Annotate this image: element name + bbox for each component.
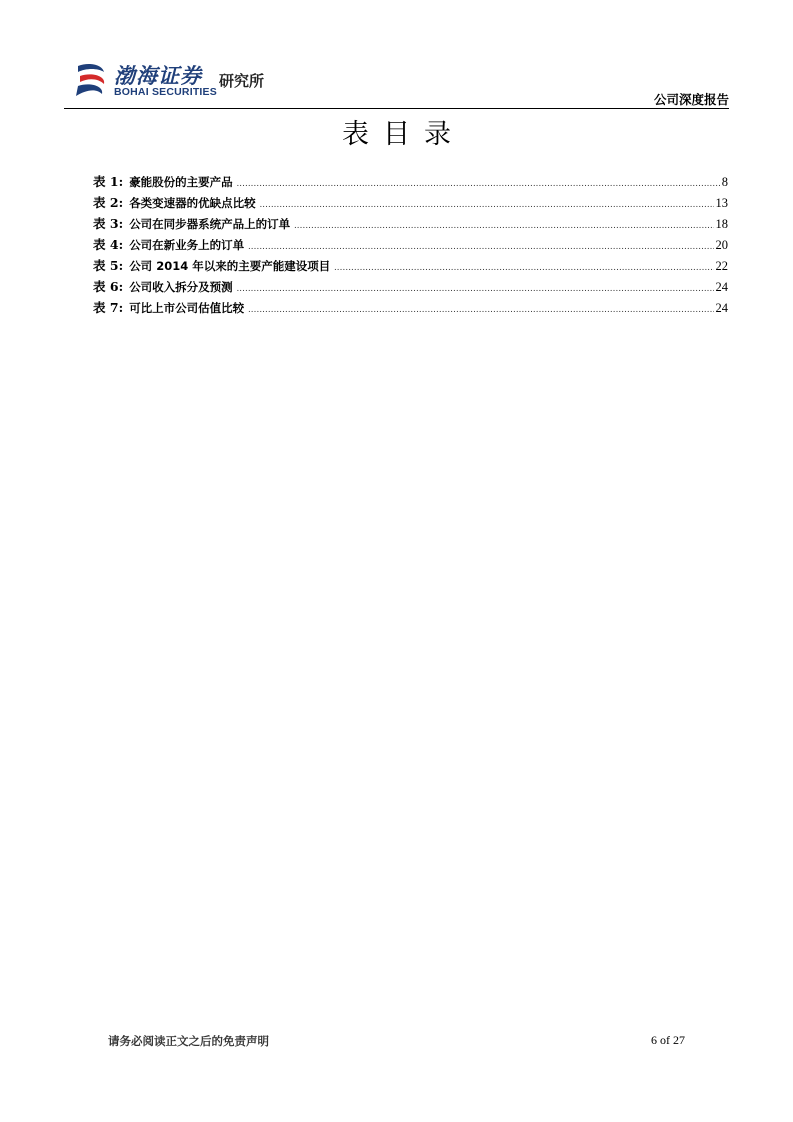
toc-leader bbox=[237, 173, 720, 194]
toc-entry-text: 可比上市公司估值比较 bbox=[129, 301, 245, 315]
toc-entry-page: 24 bbox=[715, 301, 728, 315]
toc-entry-label: 表 7 bbox=[93, 300, 119, 315]
toc-leader bbox=[248, 236, 713, 257]
logo-english-name: BOHAI SECURITIES bbox=[114, 86, 217, 98]
toc-entry[interactable]: 表 6 : 公司收入拆分及预测 ..... 24 bbox=[93, 276, 728, 297]
toc-entry-label: 表 6 bbox=[93, 279, 119, 294]
bohai-logo-icon bbox=[74, 60, 110, 100]
toc-entry-page: 20 bbox=[715, 238, 728, 252]
toc-entry[interactable]: 表 2 : 各类变速器的优缺点比较 ..... 13 bbox=[93, 192, 728, 213]
logo-chinese-name: 渤海证券 bbox=[114, 63, 202, 88]
toc-entry-label: 表 4 bbox=[93, 237, 119, 252]
toc-leader bbox=[248, 299, 713, 320]
toc-entry-page: 24 bbox=[715, 280, 728, 294]
toc-leader bbox=[334, 257, 713, 278]
toc-entry[interactable]: 表 1 : 豪能股份的主要产品 ..... 8 bbox=[93, 171, 728, 192]
toc-title: 表目录 bbox=[342, 119, 465, 150]
footer-disclaimer: 请务必阅读正文之后的免责声明 bbox=[108, 1034, 269, 1048]
toc-entry[interactable]: 表 3 : 公司在同步器系统产品上的订单 ..... 18 bbox=[93, 213, 728, 234]
toc-entry[interactable]: 表 5 : 公司 2014 年以来的主要产能建设项目 ..... 22 bbox=[93, 255, 728, 276]
toc-entry-label: 表 5 bbox=[93, 258, 119, 273]
toc-entry[interactable]: 表 4 : 公司在新业务上的订单 ..... 20 bbox=[93, 234, 728, 255]
footer-page-indicator: 6 of 27 bbox=[651, 1033, 685, 1047]
toc-entry-text: 公司在新业务上的订单 bbox=[129, 238, 245, 252]
toc-entry-label: 表 1 bbox=[93, 174, 119, 189]
toc-entry-page: 18 bbox=[715, 217, 728, 231]
toc-leader bbox=[294, 215, 713, 236]
page-header bbox=[0, 0, 793, 110]
institute-name: 研究所 bbox=[219, 72, 265, 90]
toc-entry-text: 公司在同步器系统产品上的订单 bbox=[129, 217, 291, 231]
toc-entry[interactable]: 表 7 : 可比上市公司估值比较 ..... 24 bbox=[93, 297, 728, 318]
toc-entry-page: 13 bbox=[715, 196, 728, 210]
toc-entry-page: 8 bbox=[721, 175, 728, 189]
toc-entry-text: 各类变速器的优缺点比较 bbox=[129, 196, 256, 210]
header-divider bbox=[64, 108, 729, 109]
toc-entry-page: 22 bbox=[715, 259, 728, 273]
toc-entry-text: 豪能股份的主要产品 bbox=[129, 175, 233, 189]
toc-entry-label: 表 3 bbox=[93, 216, 119, 231]
table-of-tables bbox=[93, 171, 728, 318]
toc-leader bbox=[237, 278, 714, 299]
report-type: 公司深度报告 bbox=[653, 92, 729, 107]
toc-entry-text: 公司 2014 年以来的主要产能建设项目 bbox=[129, 259, 331, 273]
toc-entry-label: 表 2 bbox=[93, 195, 119, 210]
toc-leader bbox=[260, 194, 714, 215]
toc-entry-text: 公司收入拆分及预测 bbox=[129, 280, 233, 294]
